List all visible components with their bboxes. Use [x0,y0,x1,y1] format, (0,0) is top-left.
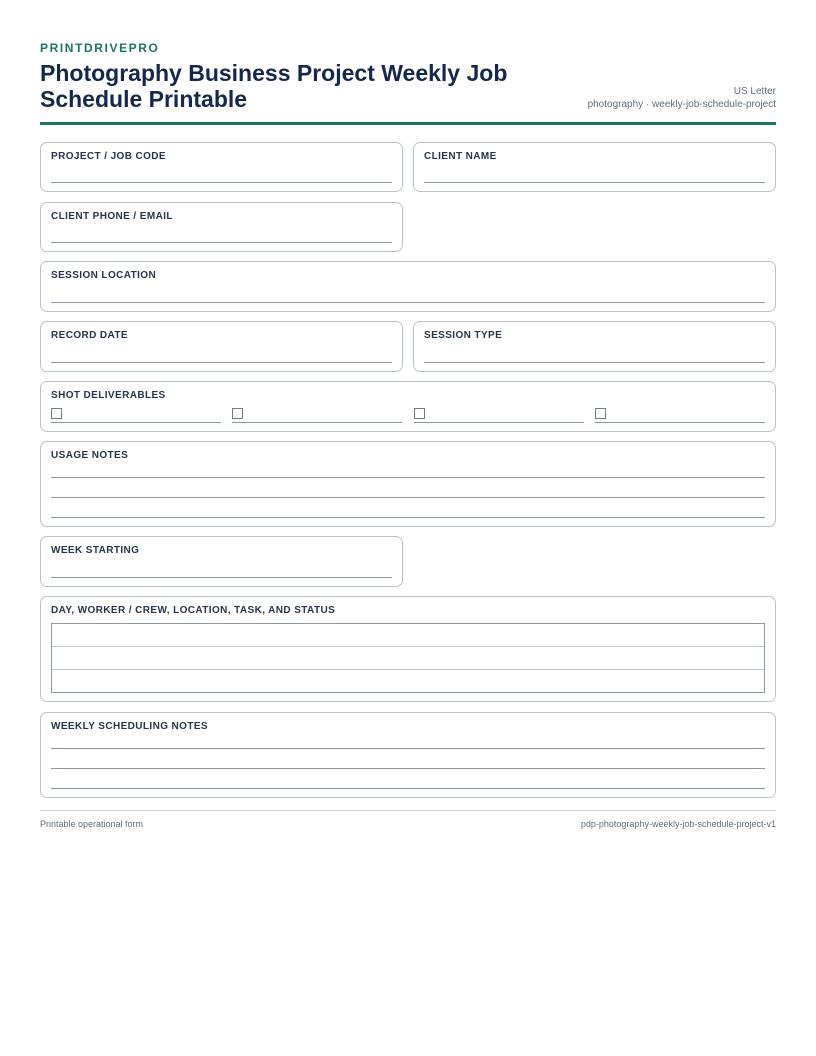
record-date-field[interactable] [40,321,403,372]
deliverable-line[interactable] [51,422,221,423]
week-starting-line[interactable] [51,577,392,578]
schedule-table-label: DAY, WORKER / CREW, LOCATION, TASK, AND STATUS [51,605,336,616]
weekly-notes-line-1[interactable] [51,748,765,749]
header-divider [40,122,776,125]
shot-deliverables-label: SHOT DELIVERABLES [51,390,166,401]
weekly-notes-label: WEEKLY SCHEDULING NOTES [51,721,208,732]
brand-logo-text: PRINTDRIVEPRO [40,41,160,55]
weekly-notes-line-3[interactable] [51,788,765,789]
table-cell[interactable] [52,624,765,647]
deliverable-item-4[interactable] [595,408,765,422]
schedule-table-section [40,596,776,702]
record-date-line[interactable] [51,362,392,363]
session-type-field[interactable] [413,321,776,372]
table-row[interactable] [52,647,765,670]
usage-notes-line-1[interactable] [51,477,765,478]
table-cell[interactable] [52,670,765,693]
shot-deliverables-field [40,381,776,432]
client-name-line[interactable] [424,182,765,183]
client-contact-line[interactable] [51,242,392,243]
footer-divider [40,810,776,811]
project-code-label: PROJECT / JOB CODE [51,151,166,162]
session-type-label: SESSION TYPE [424,330,503,341]
client-contact-field[interactable] [40,202,403,252]
deliverable-item-2[interactable] [232,408,402,422]
session-location-field[interactable] [40,261,776,312]
client-contact-label: CLIENT PHONE / EMAIL [51,211,173,222]
page-title: Photography Business Project Weekly Job Schedule Printable [40,60,508,112]
usage-notes-label: USAGE NOTES [51,450,129,461]
weekly-notes-field[interactable] [40,712,776,798]
table-row[interactable] [52,624,765,647]
footer-description: Printable operational form [40,819,144,829]
footer-form-id: pdp-photography-weekly-job-schedule-project-v1 [580,819,776,829]
usage-notes-line-2[interactable] [51,497,765,498]
session-type-line[interactable] [424,362,765,363]
session-location-label: SESSION LOCATION [51,270,157,281]
weekly-notes-line-2[interactable] [51,768,765,769]
week-starting-field[interactable] [40,536,403,587]
checkbox[interactable] [232,408,243,419]
deliverable-item-3[interactable] [414,408,584,422]
client-name-label: CLIENT NAME [424,151,497,162]
usage-notes-field[interactable] [40,441,776,527]
checkbox[interactable] [51,408,62,419]
session-location-line[interactable] [51,302,765,303]
page-meta [588,85,776,111]
deliverable-line[interactable] [232,422,402,423]
project-code-field[interactable] [40,142,403,192]
project-code-line[interactable] [51,182,392,183]
table-cell[interactable] [52,647,765,670]
deliverable-line[interactable] [414,422,584,423]
usage-notes-line-3[interactable] [51,517,765,518]
record-date-label: RECORD DATE [51,330,128,341]
table-row[interactable] [52,670,765,693]
paper-size: US Letter [733,86,776,97]
checkbox[interactable] [414,408,425,419]
form-slug: photography · weekly-job-schedule-project [587,99,776,110]
checkbox[interactable] [595,408,606,419]
schedule-table [51,623,765,693]
deliverable-item-1[interactable] [51,408,221,422]
week-starting-label: WEEK STARTING [51,545,140,556]
client-name-field[interactable] [413,142,776,192]
deliverable-line[interactable] [595,422,765,423]
